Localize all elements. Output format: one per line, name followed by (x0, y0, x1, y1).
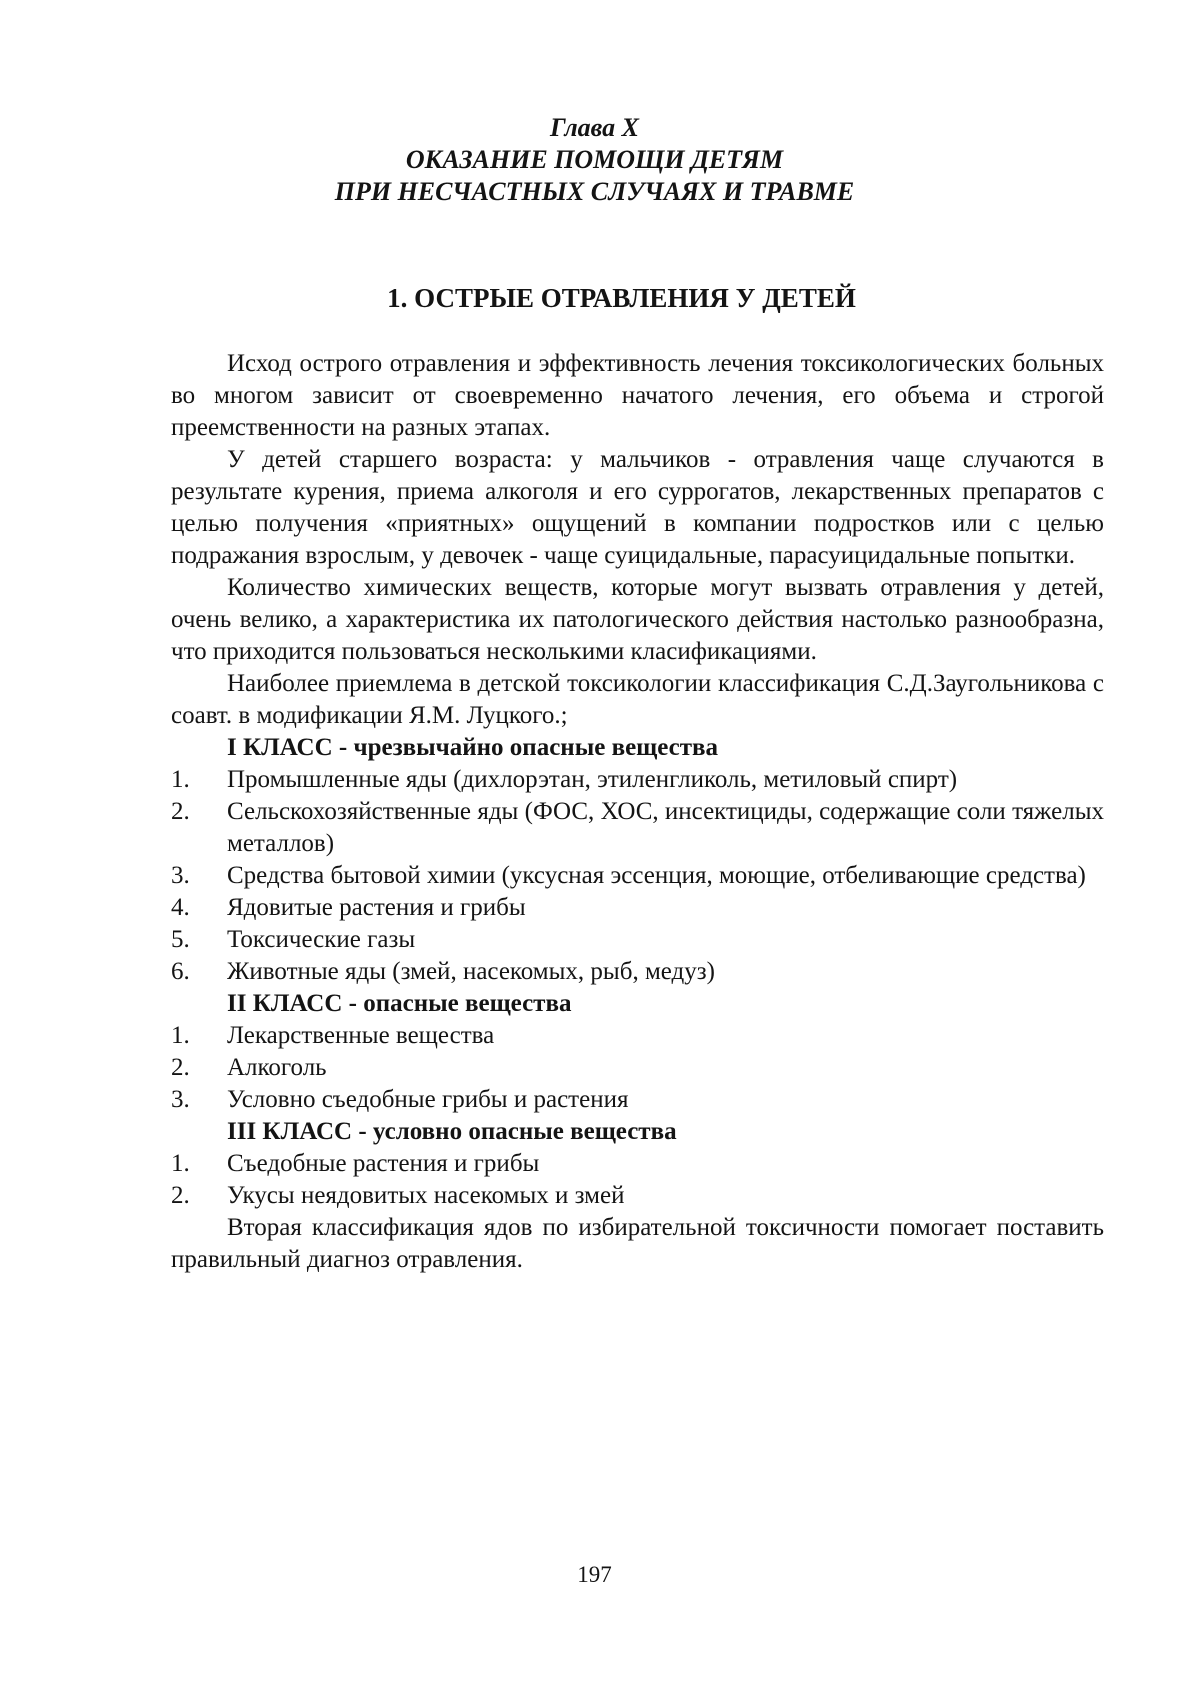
chapter-heading (0, 112, 1189, 208)
class-1-list-item (171, 764, 1104, 796)
list-item-number: 4. (171, 894, 190, 921)
list-item-text: Укусы неядовитых насекомых и змей (227, 1182, 625, 1209)
class-1-list-item (171, 892, 1104, 924)
paragraph-2: У детей старшего возраста: у мальчиков - отравления чаще случаются в результате курения, приема алкоголя и его суррогатов, лекарственных препаратов с целью получения «приятных» ощущений в компании подростков или с целью подражания взрослым, у девочек - чаще суицидальные, парасуицидальные попытки. (171, 446, 1104, 569)
list-item-text: Условно съедобные грибы и растения (227, 1086, 629, 1113)
list-item-number: 1. (171, 1022, 190, 1049)
list-item-text: Алкоголь (227, 1054, 327, 1081)
list-item-text: Средства бытовой химии (уксусная эссенция, моющие, отбеливающие средства) (227, 862, 1086, 889)
chapter-title-line-2: ПРИ НЕСЧАСТНЫХ СЛУЧАЯХ И ТРАВМЕ (334, 177, 855, 206)
class-3-list-item (171, 1180, 1104, 1212)
list-item-number: 2. (171, 798, 190, 825)
class-1-heading: I КЛАСС - чрезвычайно опасные вещества (227, 734, 719, 761)
class-2-heading: II КЛАСС - опасные вещества (227, 990, 572, 1017)
list-item-number: 1. (171, 766, 190, 793)
class-1-list-item (171, 860, 1104, 892)
paragraph-1: Исход острого отравления и эффективность лечения токсикологических больных во многом зависит от своевременно начатого лечения, его объема и строгой преемственности на разных этапах. (171, 350, 1104, 441)
class-1-list-item (171, 956, 1104, 988)
class-2-list-item (171, 1084, 1104, 1116)
list-item-text: Животные яды (змей, насекомых, рыб, медуз) (227, 958, 715, 985)
list-item-number: 1. (171, 1150, 190, 1177)
list-item-text: Промышленные яды (дихлорэтан, этиленгликоль, метиловый спирт) (227, 766, 958, 793)
list-item-text: Лекарственные вещества (227, 1022, 495, 1049)
list-item-number: 3. (171, 1086, 190, 1113)
chapter-title-line-1: ОКАЗАНИЕ ПОМОЩИ ДЕТЯМ (405, 145, 784, 174)
paragraph-5: Вторая классификация ядов по избирательной токсичности помогает поставить правильный диагноз отравления. (171, 1214, 1104, 1273)
list-item-number: 3. (171, 862, 190, 889)
class-1-list-item (171, 796, 1104, 860)
class-1-list-item (171, 924, 1104, 956)
class-2-list-item (171, 1020, 1104, 1052)
list-item-number: 5. (171, 926, 190, 953)
class-3-heading: III КЛАСС - условно опасные вещества (227, 1118, 677, 1145)
page-number: 197 (577, 1562, 612, 1587)
chapter-label: Глава X (550, 113, 639, 142)
paragraph-4: Наиболее приемлема в детской токсикологии классификация С.Д.Заугольникова с соавт. в модификации Я.М. Луцкого.; (171, 670, 1104, 729)
class-2-list-item (171, 1052, 1104, 1084)
list-item-text: Сельскохозяйственные яды (ФОС, ХОС, инсектициды, содержащие соли тяжелых металлов) (227, 798, 1104, 857)
class-3-list-item (171, 1148, 1104, 1180)
list-item-number: 6. (171, 958, 190, 985)
body-text (171, 348, 1104, 1276)
paragraph-3: Количество химических веществ, которые могут вызвать отравления у детей, очень велико, а характеристика их патологического действия настолько разнообразна, что приходится пользоваться несколькими класификациями. (171, 574, 1104, 665)
list-item-text: Съедобные растения и грибы (227, 1150, 540, 1177)
list-item-number: 2. (171, 1182, 190, 1209)
list-item-number: 2. (171, 1054, 190, 1081)
section-title: 1. ОСТРЫЕ ОТРАВЛЕНИЯ У ДЕТЕЙ (387, 283, 856, 313)
list-item-text: Ядовитые растения и грибы (227, 894, 526, 921)
list-item-text: Токсические газы (227, 926, 416, 953)
